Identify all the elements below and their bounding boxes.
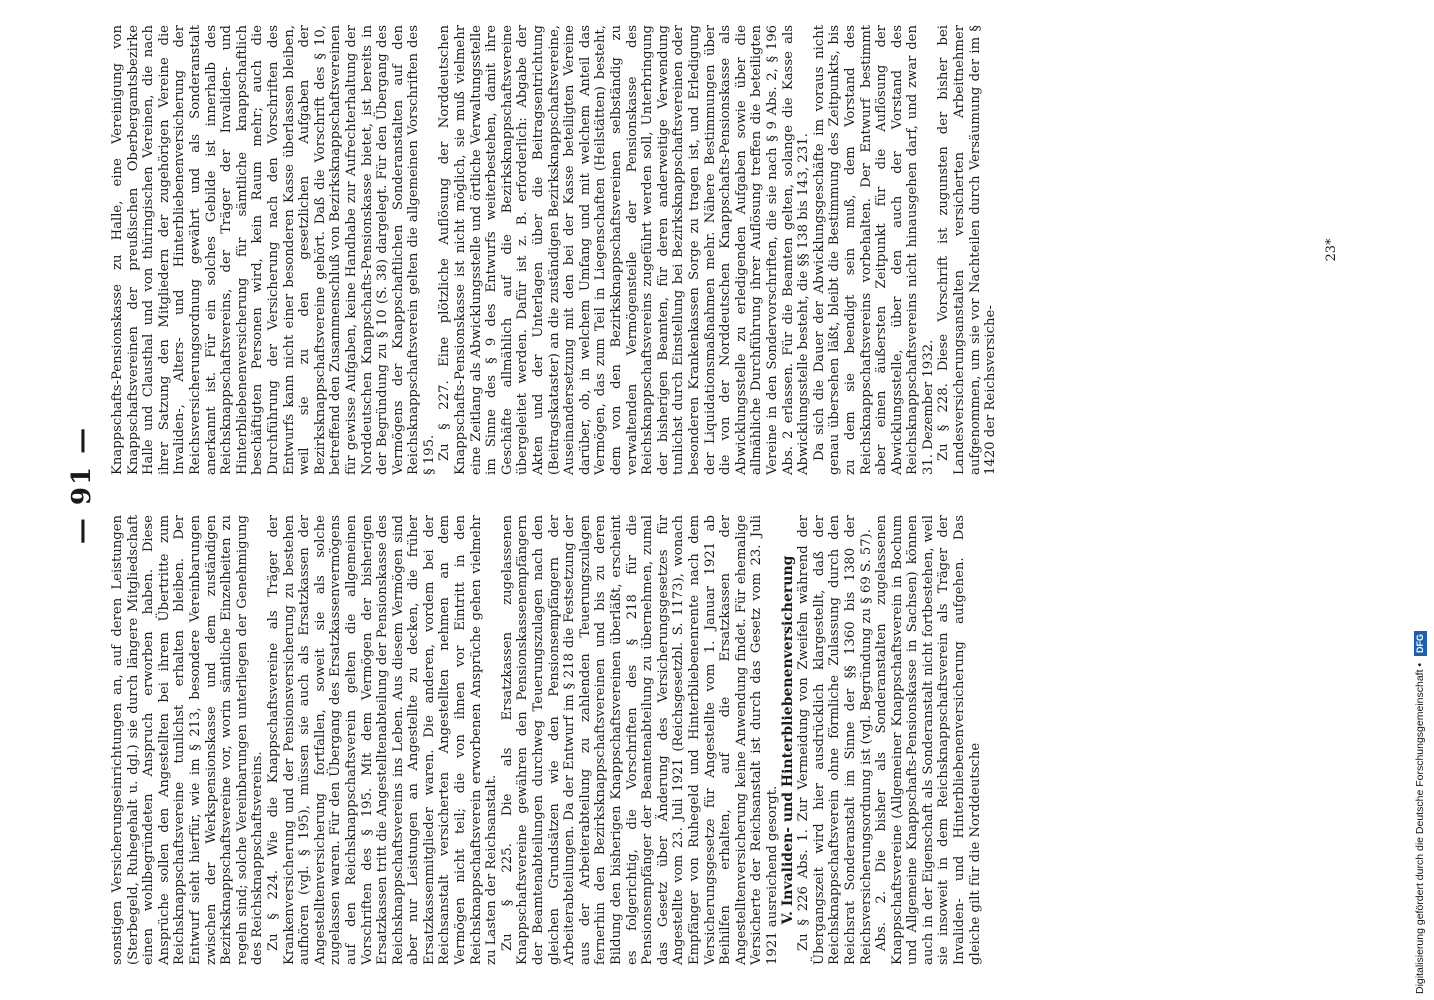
paragraph: sonstigen Versicherungseinrichtungen an, auf deren Leistungen (Sterbegeld, Ruhegehalt u. dgl.) sie durch längere Mitgliedschaft einen wohlbegründeten Anspruch erworben haben. Diese Ansprüche sollen den Angestellten bei ihrem Übertritte zum Reichsknappschaftsvereine tunlichst erhalten bleiben. Der Entwurf sieht hierfür, wie im § 213, besondere Vereinbarungen zwischen der Werkspensionskasse und dem zuständigen Bezirksknappschaftsvereine vor, worin sämtliche Einzelheiten zu regeln sind; solche Vereinbarungen unterliegen der Genehmigung des Reichsknappschaftsvereins. [110, 515, 266, 965]
credit-line [1412, 0, 1428, 994]
right-column [110, 25, 999, 475]
digitization-credit [1406, 0, 1430, 1000]
section-heading: V. Invaliden- und Hinterbliebenenversicherung [779, 555, 796, 925]
paragraph: Zu § 226 Abs. 1. Zur Vermeidung von Zweifeln während der Übergangszeit wird hier ausdrücklich klargestellt, daß der Reichsknappschaftsverein ohne förmliche Zulassung durch den Reichsrat Sonderanstalt im Sinne der §§ 1360 bis 1380 der Reichsversicherungsordnung ist (vgl. Begründung zu § 69 S. 57). [796, 515, 874, 965]
signature-mark: 23* [1324, 238, 1339, 262]
paragraph: Zu § 228. Diese Vorschrift ist zugunsten der bisher bei Landesversicherungsanstalten versicherten Arbeitnehmer aufgenommen, um sie vor Nachteilen durch Versäumung der im § 1420 der Reichsversiche- [936, 25, 999, 475]
document-page [62, 5, 1362, 965]
page-number: — 91 — [67, 425, 97, 545]
credit-text: Digitalisierung gefördert durch die Deutsche Forschungsgemeinschaft • [1414, 662, 1426, 994]
paragraph: Zu § 224. Wie die Knappschaftsvereine als Träger der Krankenversicherung und der Pensionsversicherung zu bestehen aufhören (vgl. § 195), müssen sie auch als Ersatzkassen der Angestelltenversicherung fortfallen, soweit sie als solche zugelassen waren. Für den Übergang des Ersatzkassenvermögens auf den Reichsknappschaftsverein gelten die allgemeinen Vorschriften des § 195. Mit dem Vermögen der bisherigen Ersatzkassen tritt die Angestelltenabteilung der Pensionskasse des Reichsknappschaftsvereins ins Leben. Aus diesem Vermögen sind aber nur Leistungen an Angestellte zu decken, die früher Ersatzkassenmitglieder waren. Die anderen, vordem bei der Reichsanstalt versicherten Angestellten nehmen an dem Vermögen nicht teil; die von ihnen vor Eintritt in den Reichsknappschaftsverein erworbenen Ansprüche gehen vielmehr zu Lasten der Reichsanstalt. [265, 515, 500, 965]
paragraph: Da sich die Dauer der Abwicklungsgeschäfte im voraus nicht genau übersehen läßt, bleibt die Bestimmung des Zeitpunkts, bis zu dem sie beendigt sein muß, dem Vorstand des Reichsknappschaftsvereins vorbehalten. Der Entwurf bestimmt aber einen äußersten Zeitpunkt für die Auflösung der Abwicklungsstelle, über den auch der Vorstand des Reichsknappschaftsvereins nicht hinausgehen darf, und zwar den 31. Dezember 1932. [811, 25, 936, 475]
left-column [110, 515, 983, 965]
paragraph: Knappschafts-Pensionskasse zu Halle, eine Vereinigung von Knappschaftsvereinen der preußischen Oberbergamtsbezirke Halle und Clausthal und von thüringischen Vereinen, die nach ihrer Satzung den Mitgliedern der zugehörigen Vereine die Invaliden-, Alters- und Hinterbliebenenversicherung der Reichsversicherungsordnung gewährt und als Sonderanstalt anerkannt ist. Für ein solches Gebilde ist innerhalb des Reichsknappschaftsvereins, der Träger der Invaliden- und Hinterbliebenenversicherung für sämtliche knappschaftlich beschäftigten Personen wird, kein Raum mehr; auch die Durchführung der Versicherung nach den Vorschriften des Entwurfs kann nicht einer besonderen Kasse überlassen bleiben, weil sie zu den gesetzlichen Aufgaben der Bezirksknappschaftsvereine gehört. Daß die Vorschrift des § 10, betreffend den Zusammenschluß von Bezirksknappschaftsvereinen für gewisse Aufgaben, keine Handhabe zur Aufrechterhaltung der Norddeutschen Knappschafts-Pensionskasse bietet, ist bereits in der Begründung zu § 10 (S. 38) dargelegt. Für den Übergang des Vermögens der Knappschaftlichen Sonderanstalten auf den Reichsknappschaftsverein gelten die allgemeinen Vorschriften des § 195. [110, 25, 437, 475]
paragraph: Zu § 227. Eine plötzliche Auflösung der Norddeutschen Knappschafts-Pensionskasse ist nicht möglich, sie muß vielmehr eine Zeitlang als Abwicklungsstelle und örtliche Verwaltungsstelle im Sinne des § 9 des Entwurfs weiterbestehen, damit ihre Geschäfte allmählich auf die Bezirksknappschaftsvereine übergeleitet werden. Dafür ist z. B. erforderlich: Abgabe der Akten und der Unterlagen über die Beitragsentrichtung (Beitragskataster) an die zuständigen Bezirksknappschaftsvereine, Auseinandersetzung mit den bei der Kasse beteiligten Vereine darüber, ob, in welchem Umfang und mit welchem Anteil das Vermögen, das zum Teil in Liegenschaften (Heilstätten) besteht, dem von den Bezirksknappschaftsvereinen selbständig zu verwaltenden Vermögensteile der Pensionskasse des Reichsknappschaftsvereins zugeführt werden soll, Unterbringung der bisherigen Beamten, für deren anderweitige Verwendung tunlichst durch Einstellung bei Bezirksknappschaftsvereinen oder besonderen Krankenkassen Sorge zu tragen ist, und Erledigung der Liquidationsmaßnahmen mehr. Nähere Bestimmungen über die von der Norddeutschen Knappschafts-Pensionskasse als Abwicklungsstelle zu erledigenden Aufgaben sowie über die allmähliche Durchführung ihrer Auflösung treffen die beteiligten Vereine in den Sondervorschriften, die sie nach § 9 Abs. 2, § 196 Abs. 2 erlassen. Für die Beamten gelten, solange die Kasse als Abwicklungsstelle besteht, die §§ 138 bis 143, 231. [437, 25, 812, 475]
paragraph: Abs. 2. Die bisher als Sonderanstalten zugelassenen Knappschaftsvereine (Allgemeiner Knappschaftsverein in Bochum und Allgemeine Knappschafts-Pensionskasse in Sachsen) können auch in der Eigenschaft als Sonderanstalt nicht fortbestehen, weil sie insoweit in dem Reichsknappschaftsverein als Träger der Invaliden- und Hinterbliebenenversicherung aufgehen. Das gleiche gilt für die Norddeutsche [874, 515, 983, 965]
paragraph: Zu § 225. Die als Ersatzkassen zugelassenen Knappschaftsvereine gewähren den Pensionskassenempfängern der Beamtenabteilungen durchweg Teuerungszulagen nach den gleichen Grundsätzen wie den Pensionsempfängern der Arbeiterabteilungen. Da der Entwurf im § 218 die Festsetzung der aus der Arbeiterabteilung zu zahlenden Teuerungszulagen fernerhin den Bezirksknappschaftsvereinen und bis zu deren Bildung den bisherigen Knappschaftsvereinen überläßt, erscheint es folgerichtig, die Vorschriften des § 218 für die Pensionsempfänger der Beamtenabteilung zu übernehmen, zumal das Gesetz über Änderung des Versicherungsgesetzes für Angestellte vom 23. Juli 1921 (Reichsgesetzbl. S. 1173), wonach Empfänger von Ruhegeld und Hinterbliebenenrente nach dem Versicherungsgesetze für Angestellte vom 1. Januar 1921 ab Beihilfen erhalten, auf die Ersatzkassen der Angestelltenversicherung keine Anwendung findet. Für ehemalige Versicherte der Reichsanstalt ist durch das Gesetz vom 23. Juli 1921 ausreichend gesorgt. [499, 515, 780, 965]
dfg-logo-icon: DFG [1414, 631, 1427, 656]
